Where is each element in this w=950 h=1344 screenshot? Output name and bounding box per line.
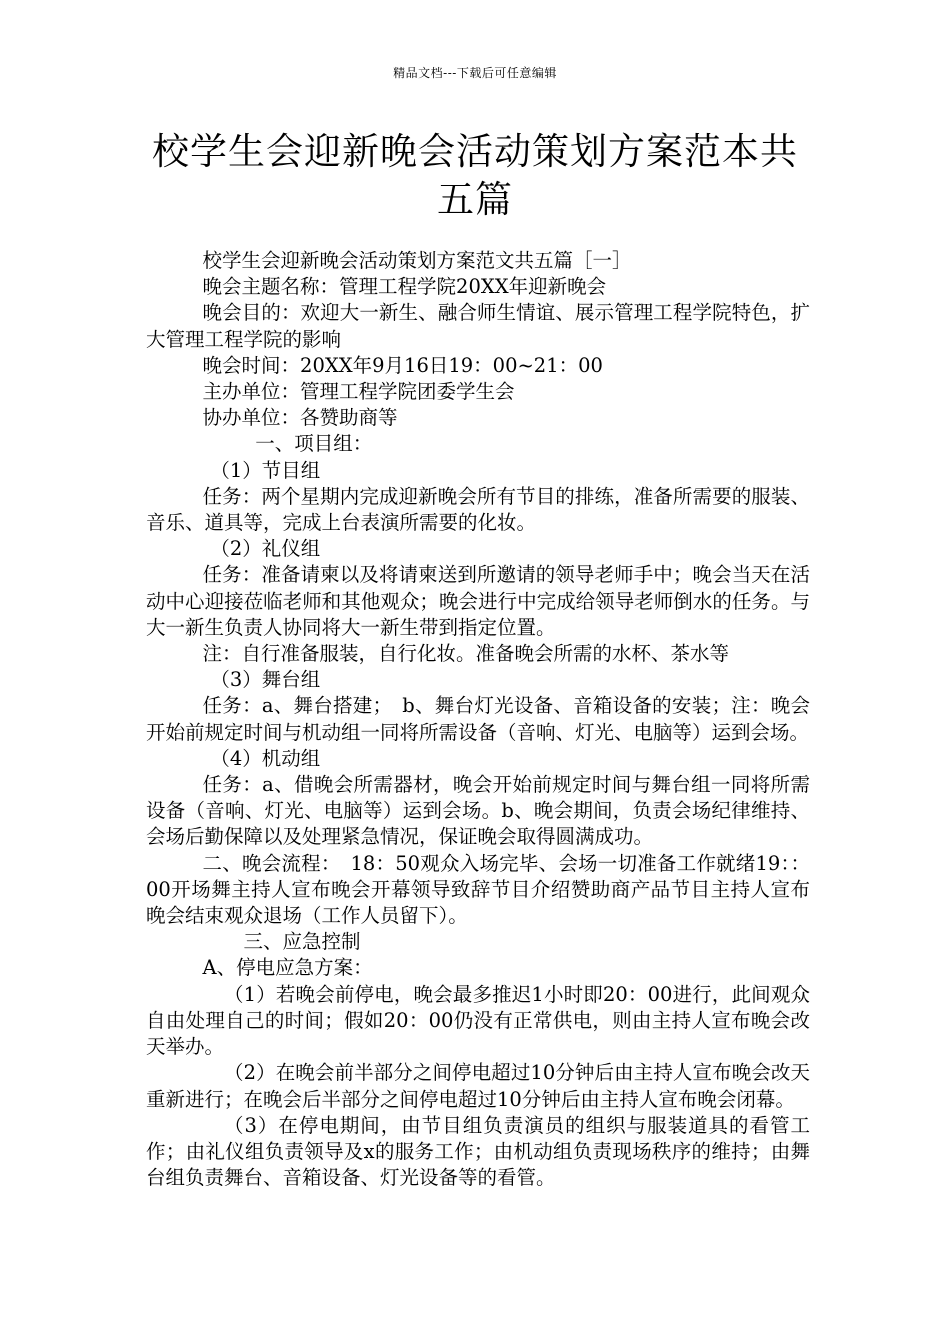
paragraph-purpose: 晚会目的：欢迎大一新生、融合师生情谊、展示管理工程学院特色，扩大管理工程学院的影响 (146, 301, 810, 351)
paragraph-etiquette-note: 注：自行准备服装，自行化妆。准备晚会所需的水杯、茶水等 (202, 642, 730, 666)
document-body (146, 248, 810, 1191)
paragraph-program-task: 任务：两个星期内完成迎新晚会所有节目的排练，准备所需要的服装、音乐、道具等，完成上台表演所需要的化妆。 (146, 484, 810, 535)
paragraph-event-flow: 二、晚会流程： 18：50观众入场完毕、会场一切准备工作就绪19：：00开场舞主持人宣布晚会开幕领导致辞节目介绍赞助商产品节目主持人宣布晚会结束观众退场（工作人员留下）。 (146, 851, 810, 928)
paragraph-outage-case-2: （2）在晚会前半部分之间停电超过10分钟后由主持人宣布晚会改天重新进行；在晚会后半部分之间停电超过10分钟后由主持人宣布晚会闭幕。 (146, 1061, 810, 1111)
paragraph-outage-case-1: （1）若晚会前停电，晚会最多推迟1小时即20：00进行，此间观众自由处理自己的时间；假如20：00仍没有正常供电，则由主持人宣布晚会改天举办。 (146, 982, 810, 1059)
paragraph-etiquette-task: 任务：准备请柬以及将请柬送到所邀请的领导老师手中；晚会当天在活动中心迎接莅临老师和其他观众；晚会进行中完成给领导老师倒水的任务。与大一新生负责人协同将大一新生带到指定位置。 (146, 563, 810, 639)
section-heading-project-groups: 一、项目组： (255, 432, 373, 456)
paragraph-stage-task: 任务：a、舞台搭建； b、舞台灯光设备、音箱设备的安装；注：晚会开始前规定时间与机动组一同将所需设备（音响、灯光、电脑等）运到会场。 (146, 694, 810, 744)
paragraph-theme: 晚会主题名称：管理工程学院20XX年迎新晚会 (202, 275, 607, 299)
paragraph-co-host: 协办单位：各赞助商等 (202, 406, 398, 430)
paragraph-time: 晚会时间：20XX年9月16日19：00~21：00 (202, 353, 603, 377)
section-heading-emergency: 三、应急控制 (243, 930, 361, 954)
paragraph-outage-case-3: （3）在停电期间，由节目组负责演员的组织与服装道具的看管工作；由礼仪组负责领导及x的服务工作；由机动组负责现场秩序的维持；由舞台组负责舞台、音箱设备、灯光设备等的看管。 (146, 1113, 810, 1190)
document-title: 校学生会迎新晚会活动策划方案范本共五篇 (152, 130, 798, 221)
subheading-power-outage: A、停电应急方案： (202, 956, 373, 980)
subheading-etiquette-group: （2）礼仪组 (210, 537, 321, 561)
paragraph-host: 主办单位：管理工程学院团委学生会 (202, 380, 515, 404)
subheading-mobile-group: （4）机动组 (210, 746, 321, 770)
paragraph-mobile-task: 任务：a、借晚会所需器材，晚会开始前规定时间与舞台组一同将所需设备（音响、灯光、电脑等）运到会场。b、晚会期间，负责会场纪律维持、会场后勤保障以及处理紧急情况，保证晚会取得圆满成功。 (146, 773, 810, 849)
subheading-program-group: （1）节目组 (210, 458, 321, 482)
subheading-stage-group: （3）舞台组 (210, 668, 321, 692)
header-note: 精品文档---下载后可任意编辑 (393, 66, 557, 80)
paragraph-subtitle: 校学生会迎新晚会活动策划方案范文共五篇［一］ (202, 249, 632, 272)
